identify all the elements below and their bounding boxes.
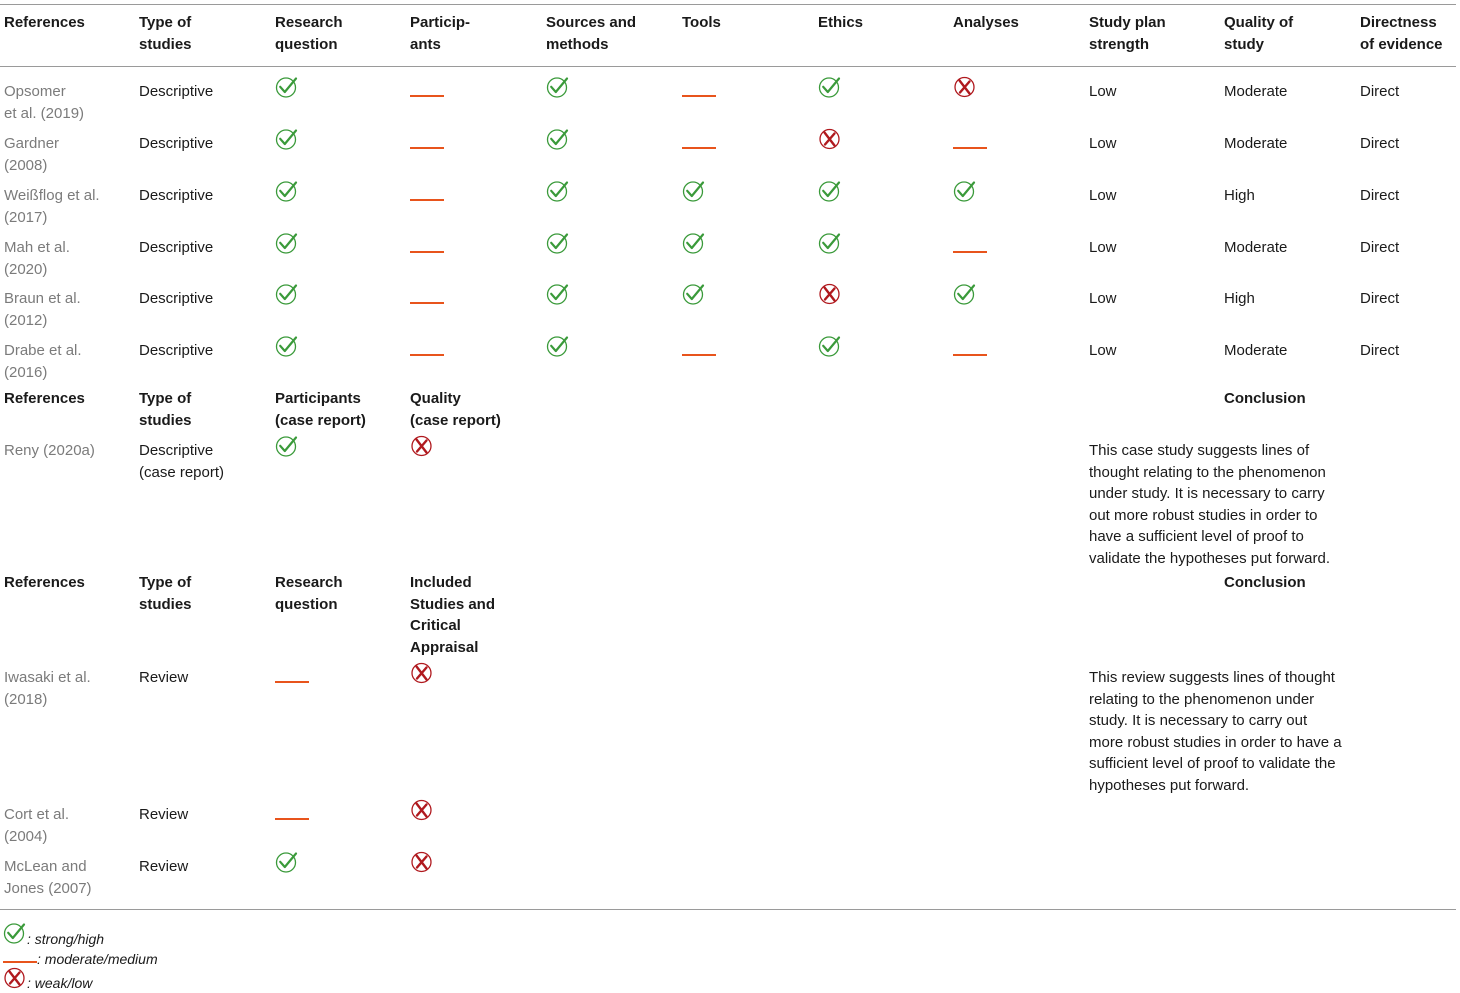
directness-cell: Direct — [1360, 135, 1400, 152]
check-icon — [546, 127, 570, 151]
reference-cell: Iwasaki et al. (2018) — [4, 669, 91, 708]
strength-cell: Low — [1089, 83, 1117, 100]
cross-icon — [818, 282, 842, 306]
header-bottom-rule — [0, 66, 1456, 67]
type-cell: Descriptive — [139, 342, 214, 359]
legend-weak-label: : weak/low — [27, 975, 93, 991]
type-cell: Descriptive — [139, 83, 214, 100]
reference-cell: Braun et al. (2012) — [4, 290, 81, 329]
column-header: References — [4, 574, 85, 591]
legend-strong-label: : strong/high — [27, 931, 105, 947]
strength-cell: Low — [1089, 239, 1117, 256]
column-header: Research question — [275, 14, 343, 53]
directness-cell: Direct — [1360, 342, 1400, 359]
type-cell: Descriptive — [139, 239, 214, 256]
check-icon — [275, 282, 299, 306]
check-icon — [546, 334, 570, 358]
reference-cell: Reny (2020a) — [4, 442, 95, 459]
directness-cell: Direct — [1360, 187, 1400, 204]
reference-cell: Drabe et al. (2016) — [4, 342, 82, 381]
column-header: Participants (case report) — [275, 390, 366, 429]
check-icon — [275, 179, 299, 203]
cross-icon — [818, 127, 842, 151]
type-cell: Descriptive — [139, 135, 214, 152]
cross-icon — [410, 798, 434, 822]
cross-icon — [410, 661, 434, 685]
column-header: Analyses — [953, 14, 1019, 31]
dash-icon — [410, 147, 444, 149]
dash-icon — [410, 302, 444, 304]
strength-cell: Low — [1089, 290, 1117, 307]
reference-cell: Gardner (2008) — [4, 135, 60, 174]
column-header: Quality (case report) — [410, 390, 501, 429]
column-header: Type of studies — [139, 390, 192, 429]
quality-cell: Moderate — [1224, 135, 1288, 152]
check-icon — [275, 850, 299, 874]
check-icon — [682, 231, 706, 255]
directness-cell: Direct — [1360, 290, 1400, 307]
check-icon — [818, 75, 842, 99]
dash-icon — [682, 147, 716, 149]
type-cell: Descriptive — [139, 187, 214, 204]
dash-icon — [275, 818, 309, 820]
check-icon — [818, 231, 842, 255]
cross-icon — [3, 966, 27, 990]
check-icon — [546, 179, 570, 203]
cross-icon — [410, 434, 434, 458]
column-header: Quality of study — [1224, 14, 1294, 53]
type-cell: Descriptive — [139, 290, 214, 307]
check-icon — [546, 282, 570, 306]
conclusion-text: This case study suggests lines of thought relating to the phenomenon under study. It is necessary to carry out more robust studies in order to have a sufficient level of proof to validate the hypotheses put forward. — [1089, 442, 1330, 567]
check-icon — [275, 75, 299, 99]
dash-icon — [3, 961, 37, 963]
column-header: Conclusion — [1224, 574, 1306, 591]
dash-icon — [410, 251, 444, 253]
column-header: Particip- ants — [410, 14, 471, 53]
check-icon — [953, 282, 977, 306]
type-cell: Review — [139, 858, 189, 875]
check-icon — [275, 231, 299, 255]
check-icon — [546, 231, 570, 255]
column-header: Included Studies and Critical Appraisal — [410, 574, 496, 656]
reference-cell: Cort et al. (2004) — [4, 806, 70, 845]
strength-cell: Low — [1089, 187, 1117, 204]
conclusion-text: This review suggests lines of thought relating to the phenomenon under study. It is necessary to carry out more robust studies in order to have a sufficient level of proof to validate the hypotheses put forward. — [1089, 669, 1342, 794]
dash-icon — [410, 354, 444, 356]
cross-icon — [953, 75, 977, 99]
check-icon — [682, 179, 706, 203]
column-header: References — [4, 390, 85, 407]
table-top-rule — [0, 4, 1456, 5]
strength-cell: Low — [1089, 342, 1117, 359]
reference-cell: Mah et al. (2020) — [4, 239, 70, 278]
check-icon — [818, 179, 842, 203]
dash-icon — [953, 251, 987, 253]
dash-icon — [682, 354, 716, 356]
column-header: Type of studies — [139, 574, 192, 613]
quality-cell: Moderate — [1224, 83, 1288, 100]
quality-cell: High — [1224, 187, 1255, 204]
dash-icon — [410, 199, 444, 201]
type-cell: Review — [139, 669, 189, 686]
check-icon — [682, 282, 706, 306]
quality-cell: Moderate — [1224, 342, 1288, 359]
check-icon — [275, 127, 299, 151]
check-icon — [953, 179, 977, 203]
column-header: Directness of evidence — [1360, 14, 1443, 53]
dash-icon — [953, 354, 987, 356]
column-header: Tools — [682, 14, 721, 31]
cross-icon — [410, 850, 434, 874]
reference-cell: Opsomer et al. (2019) — [4, 83, 85, 122]
dash-icon — [682, 95, 716, 97]
reference-cell: McLean and Jones (2007) — [4, 858, 92, 897]
check-icon — [275, 434, 299, 458]
directness-cell: Direct — [1360, 83, 1400, 100]
column-header: Ethics — [818, 14, 864, 31]
type-cell: Descriptive (case report) — [139, 442, 225, 481]
dash-icon — [410, 95, 444, 97]
column-header: Study plan strength — [1089, 14, 1166, 53]
dash-icon — [953, 147, 987, 149]
table-bottom-rule — [0, 909, 1456, 910]
check-icon — [818, 334, 842, 358]
type-cell: Review — [139, 806, 189, 823]
column-header: Conclusion — [1224, 390, 1306, 407]
quality-cell: High — [1224, 290, 1255, 307]
column-header: Sources and methods — [546, 14, 637, 53]
legend-moderate-label: : moderate/medium — [37, 951, 158, 967]
check-icon — [3, 921, 27, 945]
reference-cell: Weißflog et al. (2017) — [4, 187, 100, 226]
column-header: Research question — [275, 574, 343, 613]
strength-cell: Low — [1089, 135, 1117, 152]
quality-cell: Moderate — [1224, 239, 1288, 256]
check-icon — [275, 334, 299, 358]
dash-icon — [275, 681, 309, 683]
directness-cell: Direct — [1360, 239, 1400, 256]
column-header: References — [4, 14, 85, 31]
check-icon — [546, 75, 570, 99]
column-header: Type of studies — [139, 14, 192, 53]
